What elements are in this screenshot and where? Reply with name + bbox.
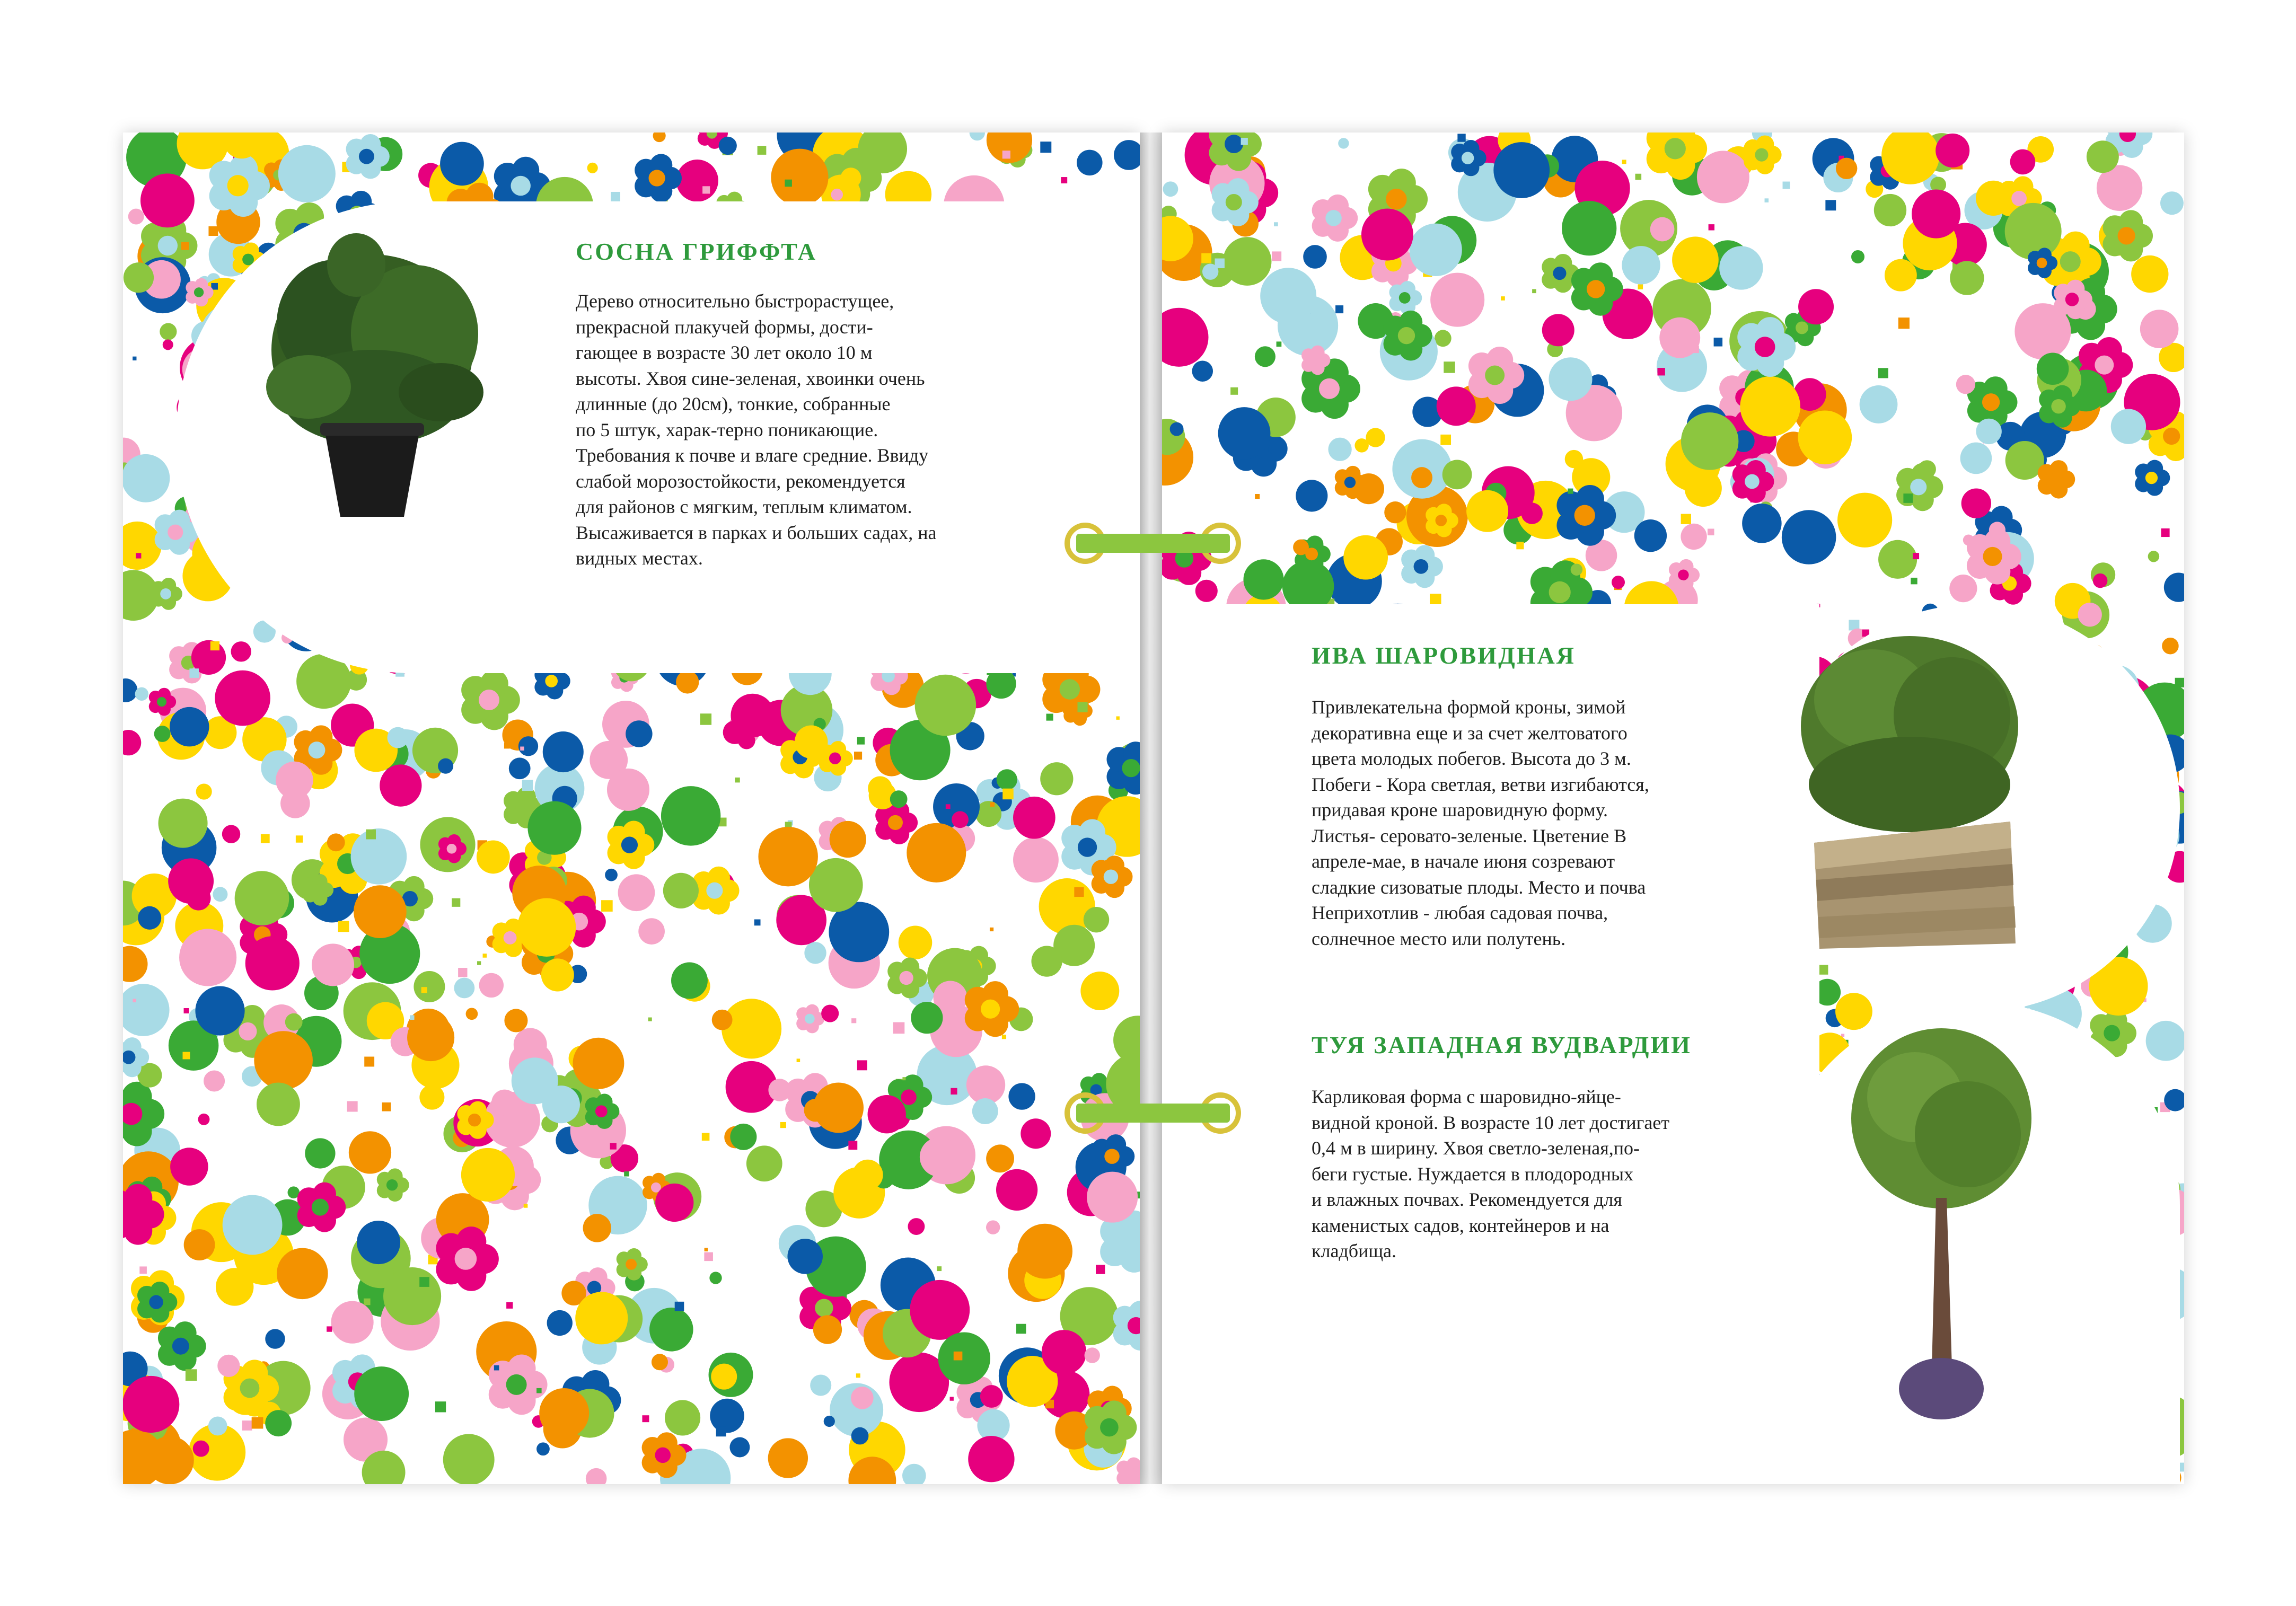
binder-ring-icon-top [1060, 511, 1246, 575]
willow-in-crate-photo [1793, 636, 2026, 954]
right-page [1162, 133, 2184, 1484]
binder-ring-icon-bottom [1060, 1081, 1246, 1145]
willow-description: Привлекательна формой кроны, зимой декоративна еще и за счет желтоватого цвета молодых побегов. Высота до 3 м. Побеги - Кора светлая, ветви изгибаются, придавая кроне шаровидную форму. Листья- серовато-зеленые. Цветение В апреле-мае, в начале июня созревают сладкие сизоватые плоды. Место и почва Неприхотлив - любая садовая почва, солнечное место или полутень. [1312, 696, 1649, 949]
booklet-spine [1140, 133, 1162, 1484]
thuja-description: Карликовая форма с шаровидно-яйце- видной кроной. В возрасте 10 лет достигает 0,4 м в ширину. Хвоя светло-зеленая,по- беги густые. Нуждается в плодородных и влажных почвах. Рекомендуется для каменистых садов, контейнеров и на кладбища. [1312, 1086, 1670, 1261]
sosna-description: Дерево относительно быстрорастущее, прекрасной плакучей формы, дости- гающее в возрасте 30 лет около 10 м высоты. Хвоя сине-зеленая, хвоинки очень длинные (до 20см), тонкие, собранные по 5 штук, харак-терно поникающие. Требования к почве и влаге средние. Ввиду слабой морозостойкости, рекомендуется для районов с мягким, теплым климатом. Высаживается в парках и больших садах, на видных местах. [576, 290, 937, 569]
left-page [123, 133, 1140, 1484]
pine-tree-photo [245, 228, 499, 525]
thuja-title: ТУЯ ЗАПАДНАЯ ВУДВАРДИИ [1312, 1031, 1692, 1058]
willow-title: ИВА ШАРОВИДНАЯ [1312, 642, 1576, 669]
sosna-title: СОСНА ГРИФФТА [576, 238, 817, 265]
thuja-tree-photo [1841, 1028, 2042, 1420]
